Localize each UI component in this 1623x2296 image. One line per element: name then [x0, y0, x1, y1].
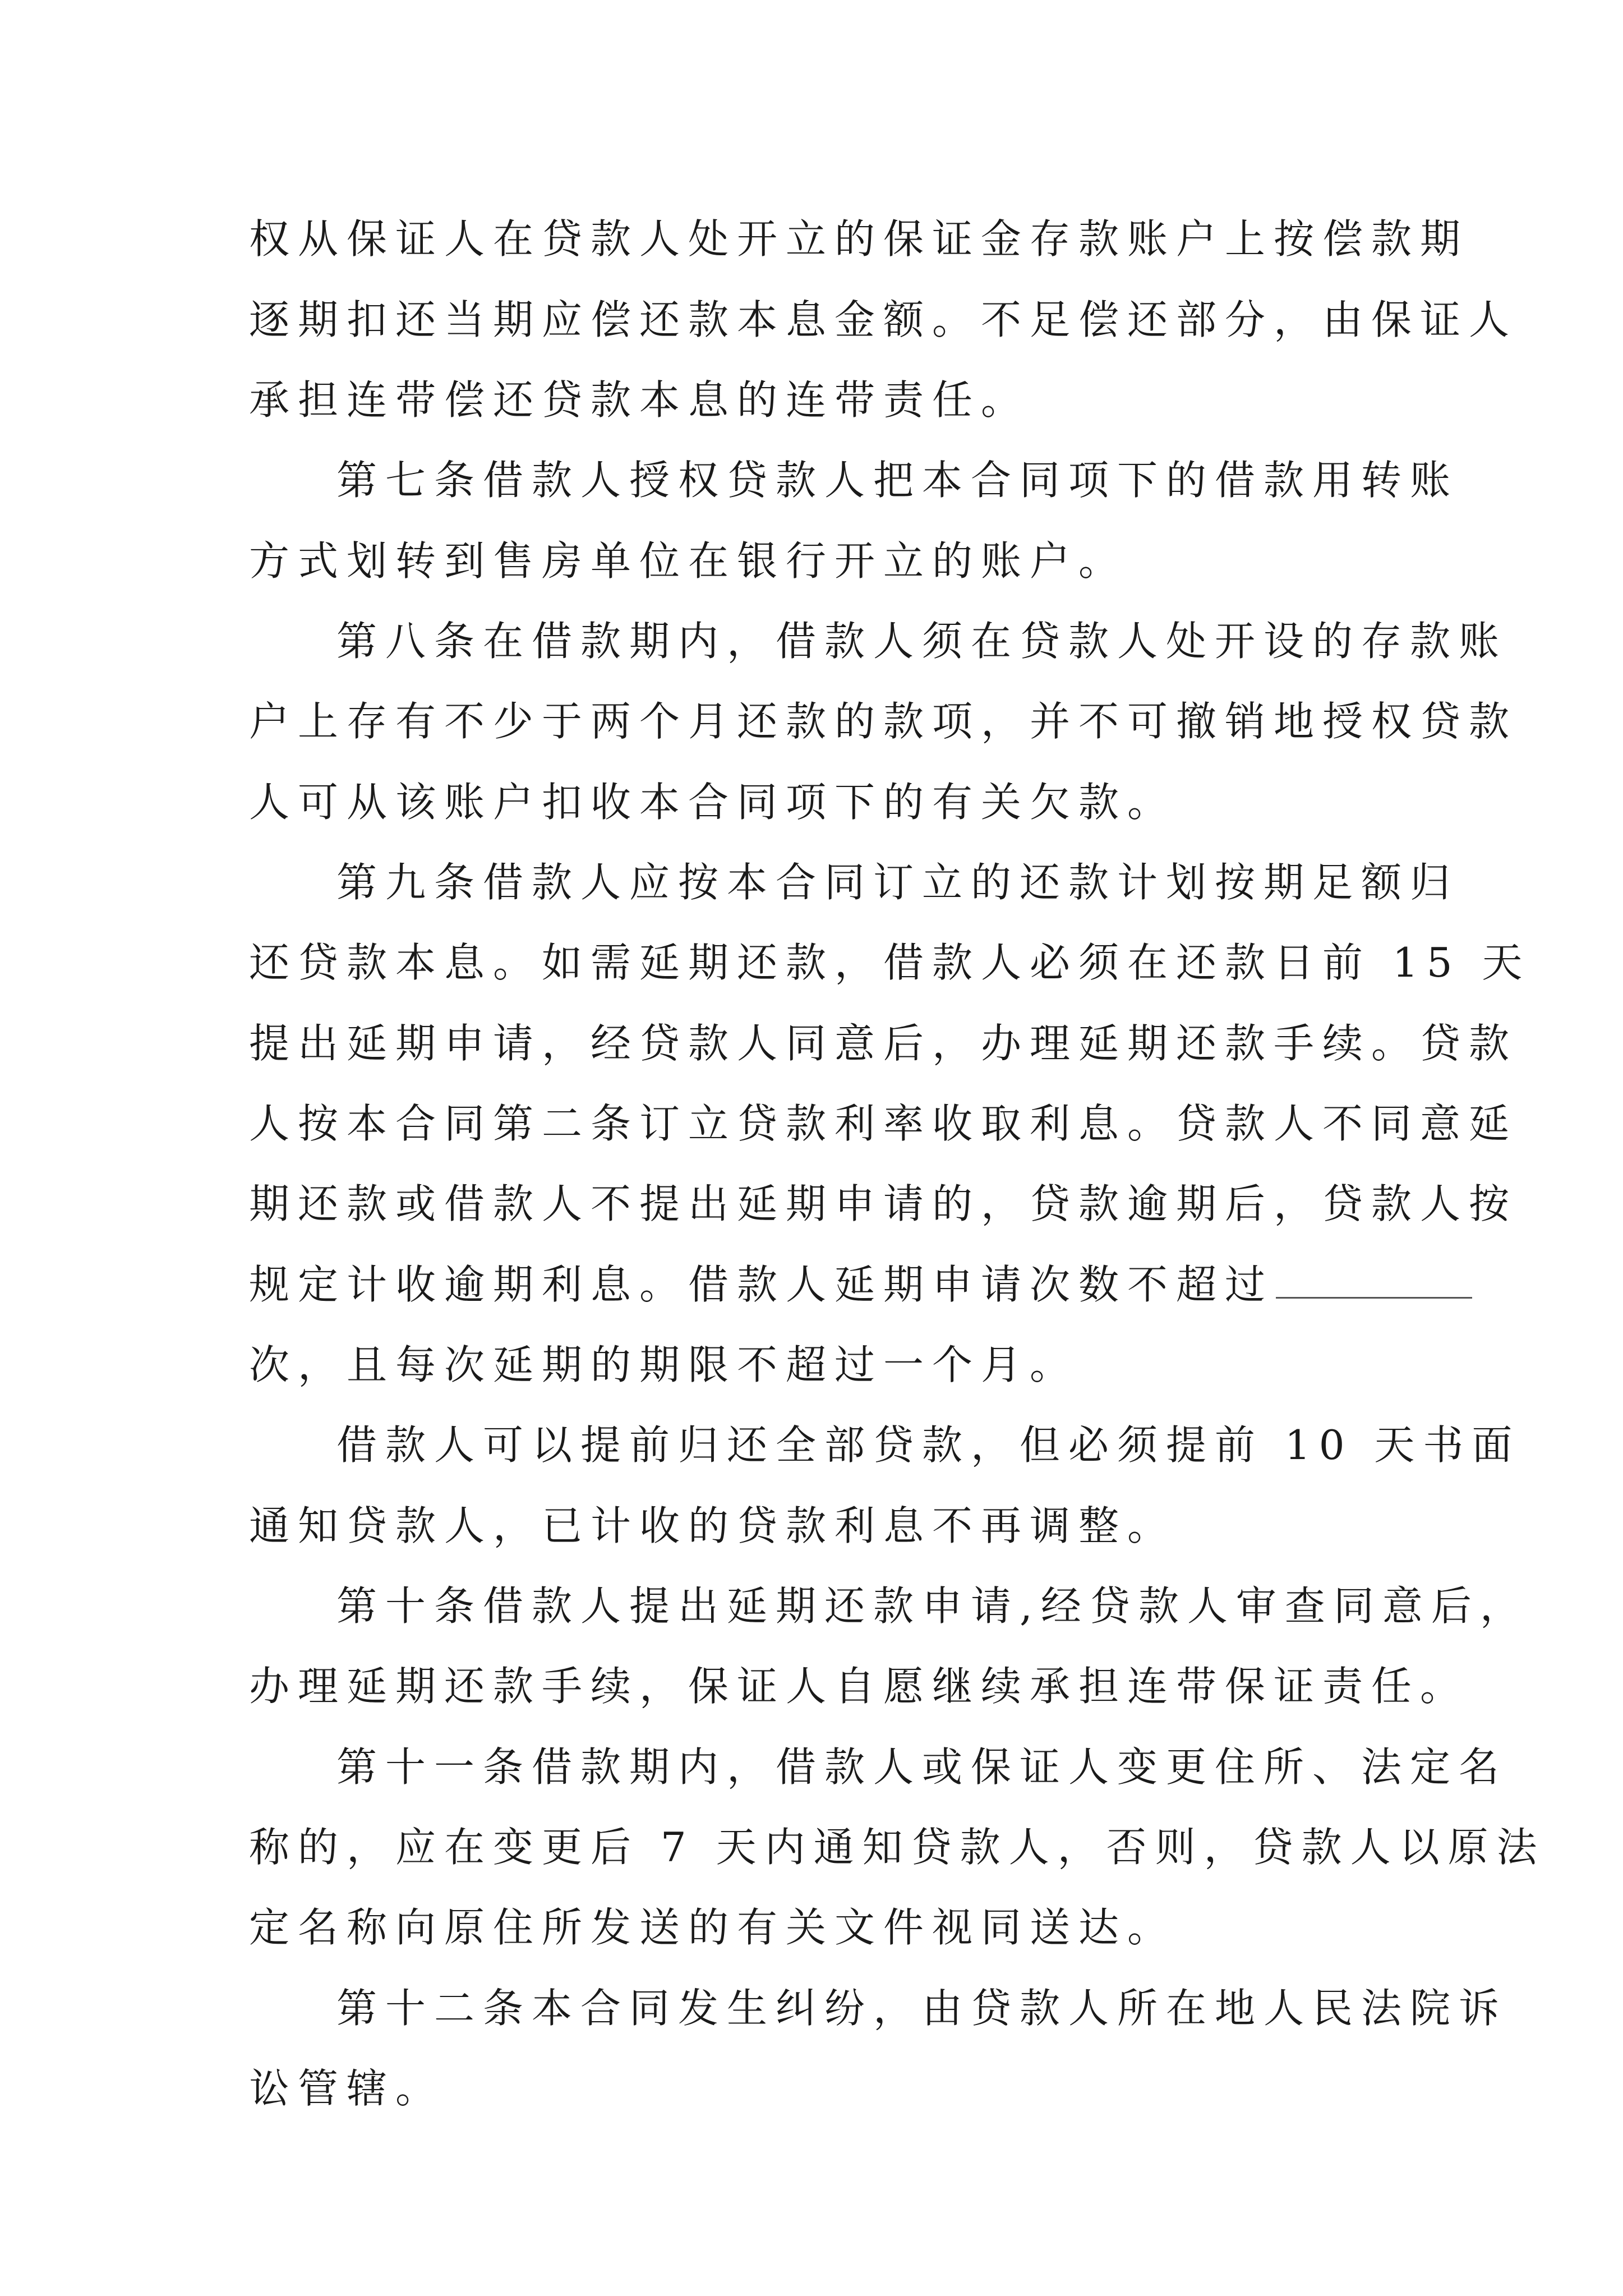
paragraph-article-11: 第十一条借款期内，借款人或保证人变更住所、法定名 [336, 1743, 1508, 1791]
text-line: 人按本合同第二条订立贷款利率收取利息。贷款人不同意延 [249, 1100, 1518, 1147]
text-line: 称的，应在变更后 7 天内通知贷款人，否则，贷款人以原法 [249, 1824, 1546, 1871]
text-line: 讼管辖。 [249, 2065, 445, 2112]
text-line: 次，且每次延期的期限不超过一个月。 [249, 1341, 1079, 1388]
paragraph-prepayment: 借款人可以提前归还全部贷款，但必须提前 10 天书面 [336, 1421, 1521, 1469]
paragraph-article-12: 第十二条本合同发生纠纷，由贷款人所在地人民法院诉 [336, 1985, 1508, 2032]
text-line: 承担连带偿还贷款本息的连带责任。 [249, 376, 1030, 424]
text-line: 提出延期申请，经贷款人同意后，办理延期还款手续。贷款 [249, 1020, 1518, 1067]
fill-in-blank [1276, 1263, 1472, 1299]
paragraph-article-7: 第七条借款人授权贷款人把本合同项下的借款用转账 [336, 457, 1459, 504]
text-line: 通知贷款人，已计收的贷款利息不再调整。 [249, 1502, 1177, 1549]
paragraph-article-10: 第十条借款人提出延期还款申请,经贷款人审查同意后， [336, 1582, 1529, 1630]
text-line: 定名称向原住所发送的有关文件视同送达。 [249, 1904, 1177, 1951]
text-line: 方式划转到售房单位在银行开立的账户。 [249, 537, 1128, 585]
text-line: 规定计收逾期利息。借款人延期申请次数不超过 [249, 1261, 1274, 1308]
paragraph-article-9: 第九条借款人应按本合同订立的还款计划按期足额归 [336, 859, 1459, 906]
text-line: 期还款或借款人不提出延期申请的，贷款逾期后，贷款人按 [249, 1180, 1518, 1227]
text-line: 还贷款本息。如需延期还款，借款人必须在还款日前 15 天 [249, 939, 1531, 986]
text-line-with-blank [249, 1258, 1393, 1312]
text-line: 人可从该账户扣收本合同项下的有关欠款。 [249, 779, 1177, 826]
text-line: 户上存有不少于两个月还款的款项，并不可撤销地授权贷款 [249, 698, 1518, 745]
text-line: 办理延期还款手续，保证人自愿继续承担连带保证责任。 [249, 1663, 1469, 1710]
paragraph-article-8: 第八条在借款期内，借款人须在贷款人处开设的存款账 [336, 618, 1508, 665]
text-line: 权从保证人在贷款人处开立的保证金存款账户上按偿款期 [249, 215, 1469, 263]
text-line: 逐期扣还当期应偿还款本息金额。不足偿还部分，由保证人 [249, 296, 1518, 343]
